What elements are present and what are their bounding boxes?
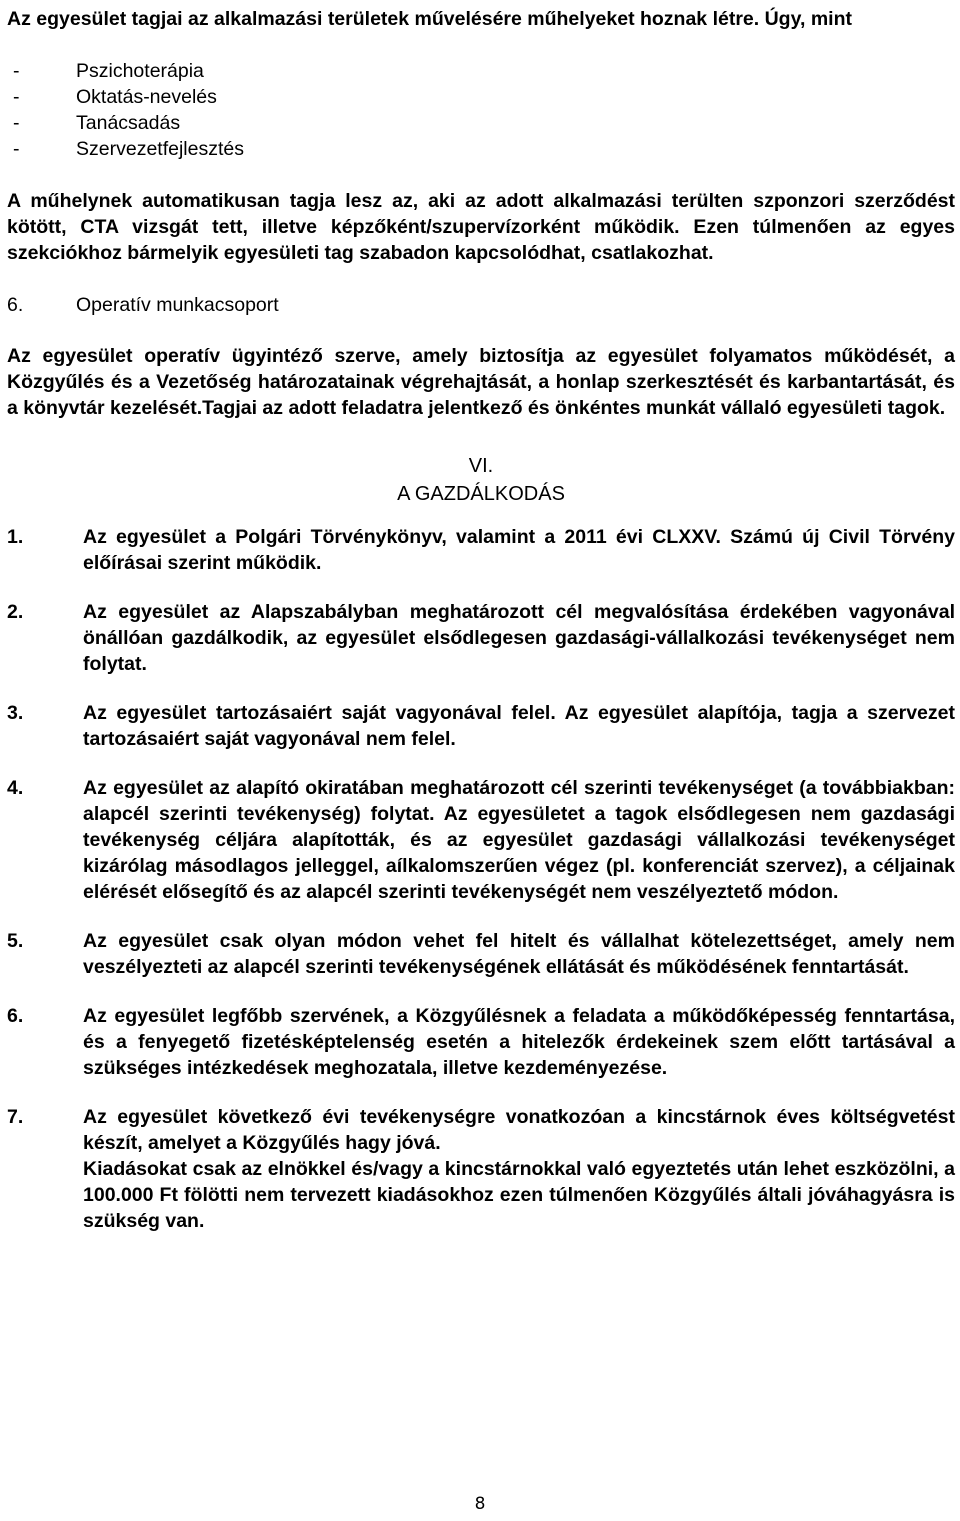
page-number: 8 xyxy=(474,1494,486,1514)
document-page xyxy=(7,6,955,1257)
list-item xyxy=(7,700,955,752)
list-item-label: Szervezetfejlesztés xyxy=(76,138,244,160)
workshop-paragraph: A műhelynek automatikusan tagja lesz az, aki az adott alkalmazási terülten szponzori szerződést kötött, CTA vizsgát tett, illetve képzőként/szupervízorként működik. Ezen túlmenően az egyes szekciókhoz bármelyik egyesületi tag szabadon kapcsolódhat, csatlakozhat. xyxy=(7,190,955,264)
item-number: 3. xyxy=(7,702,24,724)
chapter-roman-numeral: VI. xyxy=(468,455,494,477)
workshop-list xyxy=(7,58,955,162)
list-item xyxy=(7,1003,955,1081)
list-item xyxy=(7,58,955,84)
list-dash: - xyxy=(13,60,20,82)
item-text: Kiadásokat csak az elnökkel és/vagy a kincstárnokkal való egyeztetés után lehet eszközölni, a 100.000 Ft fölötti nem tervezett kiadásokhoz ezen túlmenően Közgyűlés általi jóváhagyásra is szükség van. xyxy=(83,1158,955,1232)
list-item-label: Tanácsadás xyxy=(76,112,181,134)
item-text: Az egyesület az alapító okiratában meghatározott cél szerinti tevékenységet (a továbbiakban: alapcél szerinti tevékenység) folytat. Az egyesületet a tagok elsődlegesen nem gazdasági tevékenység céljára alapították, és az egyesület gazdasági vállalkozási tevékenységet kizárólag másodlagos jelleggel, aílkalomszerűen végez (pl. konferenciát szervez), a céljainak elérését elősegítő és az alapcél szerinti tevékenységét nem veszélyeztető módon. xyxy=(83,777,955,903)
item-number: 6. xyxy=(7,1005,24,1027)
item-text: Az egyesület a Polgári Törvénykönyv, valamint a 2011 évi CLXXV. Számú új Civil Törvény előírásai szerint működik. xyxy=(83,526,955,574)
list-item xyxy=(7,775,955,905)
section-title: Operatív munkacsoport xyxy=(76,294,279,316)
item-number: 5. xyxy=(7,930,24,952)
item-number: 1. xyxy=(7,526,24,548)
item-number: 7. xyxy=(7,1106,24,1128)
item-text: Az egyesület tartozásaiért saját vagyonával felel. Az egyesület alapítója, tagja a szervezet tartozásaiért saját vagyonával nem felel. xyxy=(83,702,955,750)
item-number: 4. xyxy=(7,777,24,799)
chapter-heading xyxy=(7,452,955,508)
list-item xyxy=(7,928,955,980)
list-item xyxy=(7,599,955,677)
list-item xyxy=(7,84,955,110)
list-dash: - xyxy=(13,138,20,160)
list-item-label: Pszichoterápia xyxy=(76,60,204,82)
item-number: 2. xyxy=(7,601,24,623)
section-heading xyxy=(7,292,955,318)
list-dash: - xyxy=(13,112,20,134)
list-item xyxy=(7,1104,955,1234)
chapter-title: A GAZDÁLKODÁS xyxy=(397,483,565,505)
section-body: Az egyesület operatív ügyintéző szerve, amely biztosítja az egyesület folyamatos működését, a Közgyűlés és a Vezetőség határozatainak végrehajtását, a honlap szerkesztését és karbantartását, és a könyvtár kezelését.Tagjai az adott feladatra jelentkező és önkéntes munkát vállaló egyesületi tagok. xyxy=(7,345,955,419)
item-text: Az egyesület legfőbb szervének, a Közgyűlésnek a feladata a működőképesség fenntartása, és a fenyegető fizetésképtelenség esetén a hitelezők érdekeinek szem előtt tartásával a szükséges intézkedések meghozatala, illetve kezdeményezése. xyxy=(83,1005,955,1079)
list-item xyxy=(7,136,955,162)
item-text: Az egyesület csak olyan módon vehet fel hitelt és vállalhat kötelezettséget, amely nem veszélyezteti az alapcél szerinti tevékenységének ellátását és működésének fenntartását. xyxy=(83,930,955,978)
item-text: Az egyesület következő évi tevékenységre vonatkozóan a kincstárnok éves költségvetést készít, amelyet a Közgyűlés hagy jóvá. xyxy=(83,1106,955,1154)
numbered-list xyxy=(7,524,955,1234)
intro-paragraph: Az egyesület tagjai az alkalmazási területek művelésére műhelyeket hoznak létre. Úgy, mint xyxy=(7,8,852,30)
list-item xyxy=(7,524,955,576)
list-item-label: Oktatás-nevelés xyxy=(76,86,217,108)
item-text: Az egyesület az Alapszabályban meghatározott cél megvalósítása érdekében vagyonával önállóan gazdálkodik, az egyesület elsődlegesen gazdasági-vállalkozási tevékenységet nem folytat. xyxy=(83,601,955,675)
section-number: 6. xyxy=(7,294,24,316)
list-item xyxy=(7,110,955,136)
list-dash: - xyxy=(13,86,20,108)
